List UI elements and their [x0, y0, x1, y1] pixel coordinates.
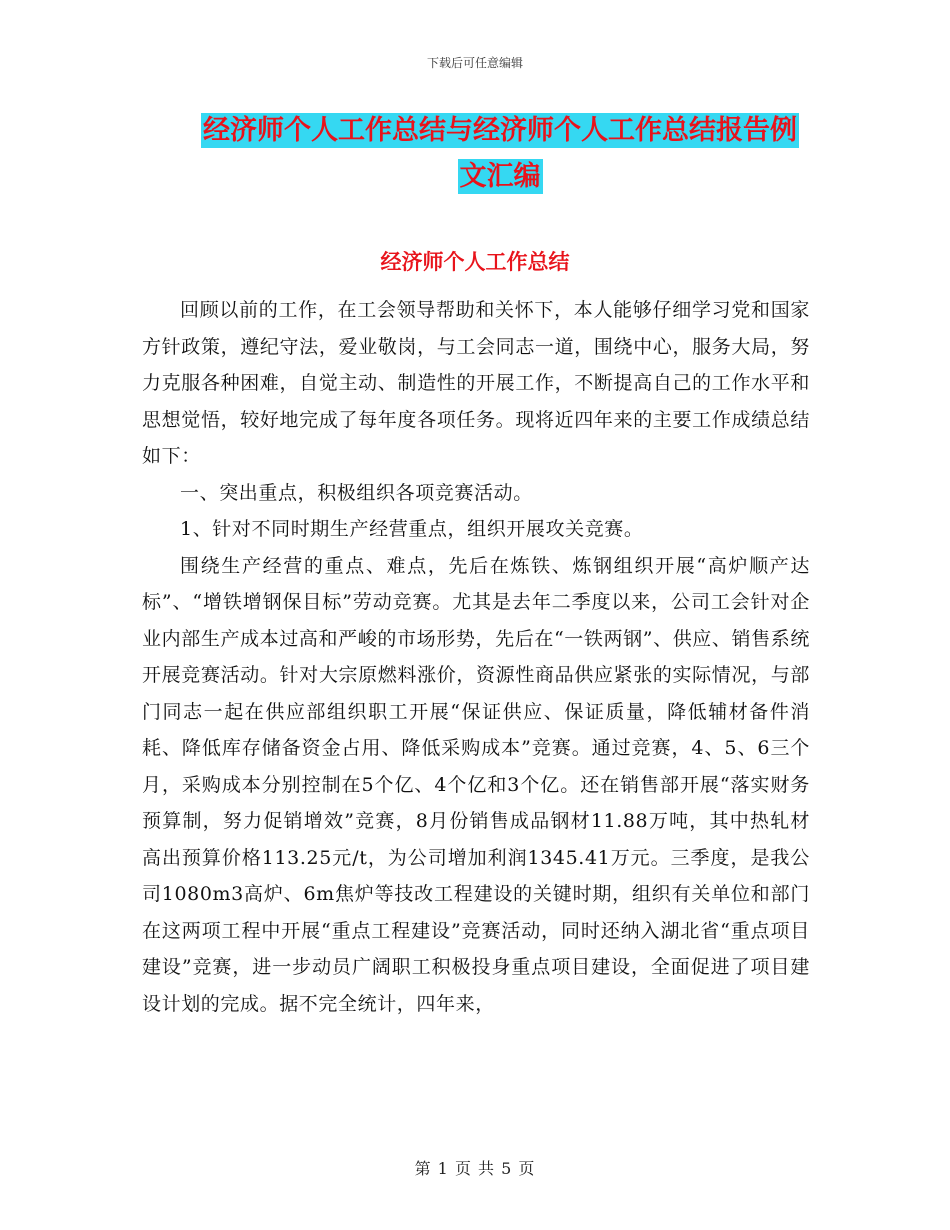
- page-number: 第 1 页 共 5 页: [414, 1159, 536, 1178]
- document-title-text: 经济师个人工作总结与经济师个人工作总结报告例文汇编: [203, 115, 797, 192]
- body-paragraph-intro: 回顾以前的工作，在工会领导帮助和关怀下，本人能够仔细学习党和国家方针政策，遵纪守法，爱业敬岗，与工会同志一道，围绕中心，服务大局，努力克服各种困难，自觉主动、制造性的开展工作，不断提高自己的工作水平和思想觉悟，较好地完成了每年度各项任务。现将近四年来的主要工作成绩总结如下：: [142, 299, 810, 467]
- document-body: [142, 292, 810, 1022]
- section-title: 经济师个人工作总结: [380, 250, 570, 274]
- body-paragraph-subheading-1: 1、针对不同时期生产经营重点，组织开展攻关竞赛。: [180, 518, 644, 540]
- body-paragraph-details: 围绕生产经营的重点、难点，先后在炼铁、炼钢组织开展“高炉顺产达标”、“增铁增钢保目标”劳动竞赛。尤其是去年二季度以来，公司工会针对企业内部生产成本过高和严峻的市场形势，先后在“一铁两钢”、供应、销售系统开展竞赛活动。针对大宗原燃料涨价，资源性商品供应紧张的实际情况，与部门同志一起在供应部组织职工开展“保证供应、保证质量，降低辅材备件消耗、降低库存储备资金占用、降低采购成本”竞赛。通过竞赛，4、5、6三个月，采购成本分别控制在5个亿、4个亿和3个亿。还在销售部开展“落实财务预算制，努力促销增效”竞赛，8月份销售成品钢材11.88万吨，其中热轧材高出预算价格113.25元/t，为公司增加利润1345.41万元。三季度，是我公司1080m3高炉、6m焦炉等技改工程建设的关键时期，组织有关单位和部门在这两项工程中开展“重点工程建设”竞赛活动，同时还纳入湖北省“重点项目建设”竞赛，进一步动员广阔职工积极投身重点项目建设，全面促进了项目建设计划的完成。据不完全统计，四年来，: [142, 554, 810, 1015]
- header-note: 下载后可任意编辑: [426, 56, 523, 70]
- body-paragraph-heading-1: 一、突出重点，积极组织各项竞赛活动。: [180, 481, 533, 504]
- document-title: [190, 108, 810, 200]
